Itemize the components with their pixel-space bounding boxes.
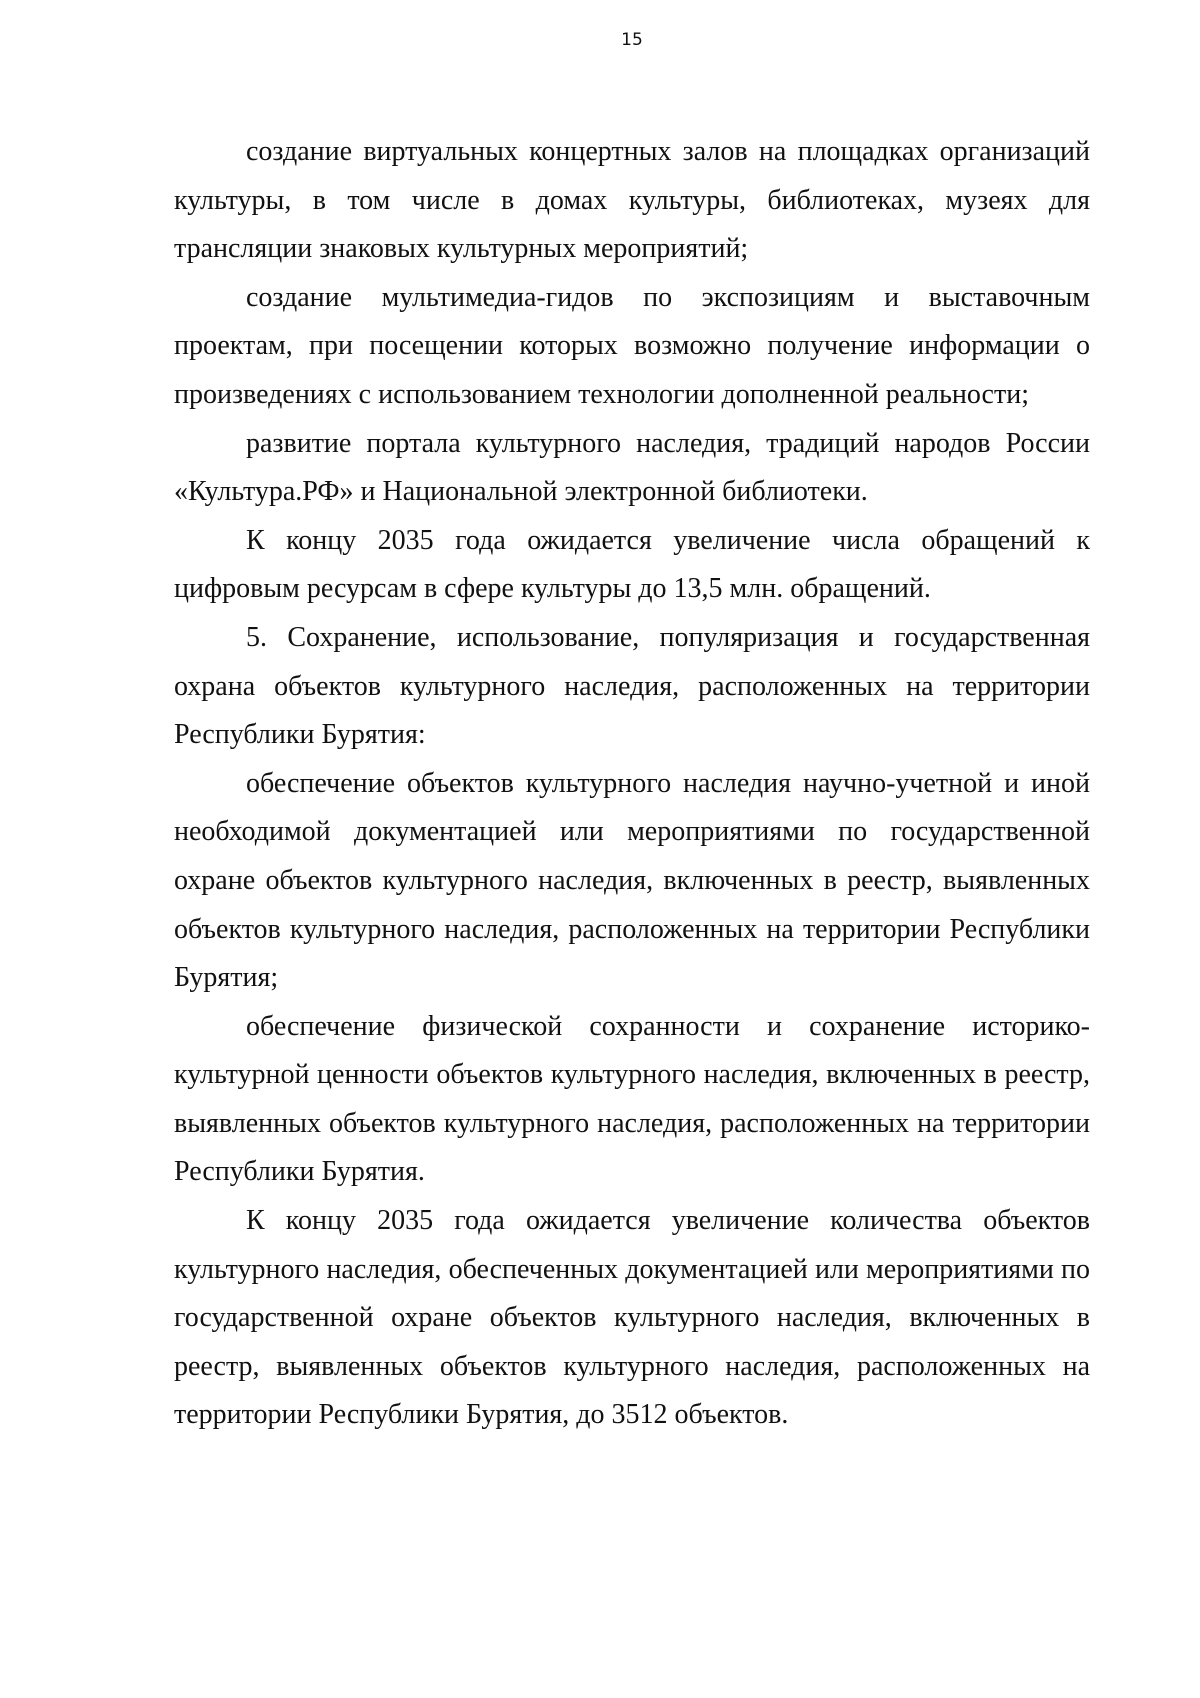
- document-body: [174, 128, 1090, 1440]
- paragraph-digital-resources-target: К концу 2035 года ожидается увеличение числа обращений к цифровым ресурсам в сфере культуры до 13,5 млн. обращений.: [174, 524, 1090, 605]
- paragraph-documentation: обеспечение объектов культурного наследия научно-учетной и иной необходимой документацией или мероприятиями по государственной охране объектов культурного наследия, включенных в реестр, выявленных объектов культурного наследия, расположенных на территории Республики Бурятия;: [174, 767, 1090, 994]
- paragraph-culture-portal: развитие портала культурного наследия, традиций народов России «Культура.РФ» и Национальной электронной библиотеки.: [174, 427, 1090, 508]
- paragraph-multimedia-guides: создание мультимедиа-гидов по экспозициям и выставочным проектам, при посещении которых возможно получение информации о произведениях с использованием технологии дополненной реальности;: [174, 281, 1090, 410]
- paragraph-virtual-concert-halls: создание виртуальных концертных залов на площадках организаций культуры, в том числе в домах культуры, библиотеках, музеях для трансляции знаковых культурных мероприятий;: [174, 136, 1090, 265]
- paragraph-physical-preservation: обеспечение физической сохранности и сохранение историко-культурной ценности объектов культурного наследия, включенных в реестр, выявленных объектов культурного наследия, расположенных на территории Республики Бурятия.: [174, 1010, 1090, 1188]
- paragraph-section-5-heading: 5. Сохранение, использование, популяризация и государственная охрана объектов культурного наследия, расположенных на территории Республики Бурятия:: [174, 621, 1090, 751]
- paragraph-heritage-objects-target: К концу 2035 года ожидается увеличение количества объектов культурного наследия, обеспеченных документацией или мероприятиями по государственной охране объектов культурного наследия, включенных в реестр, выявленных объектов культурного наследия, расположенных на территории Республики Бурятия, до 3512 объектов.: [174, 1205, 1090, 1431]
- page-number: 15: [621, 30, 643, 50]
